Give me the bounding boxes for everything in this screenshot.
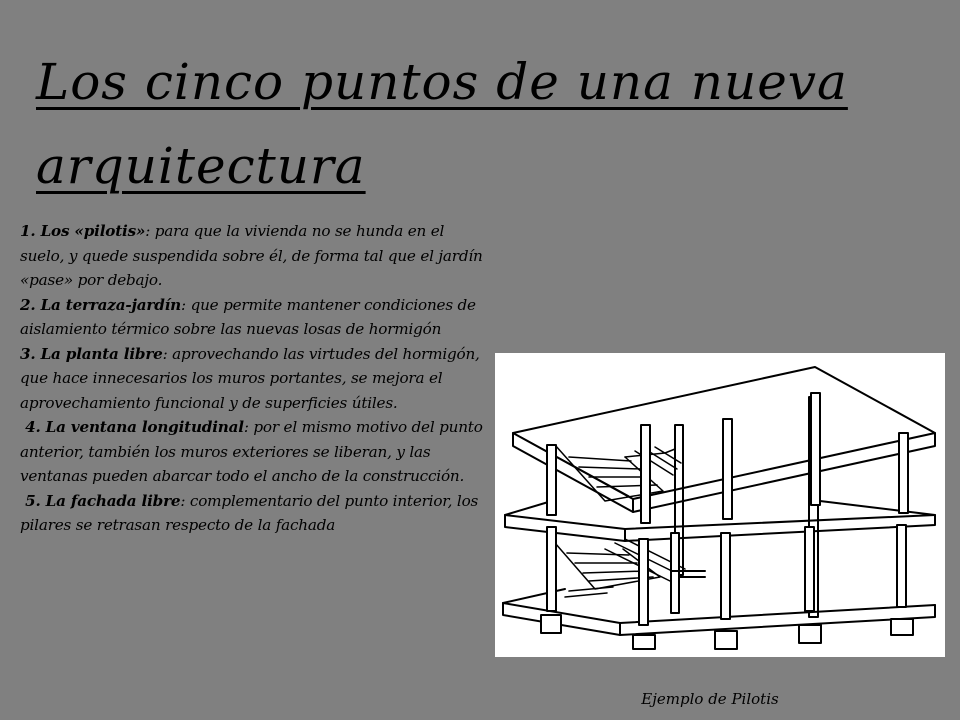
point-terraza-jardin xyxy=(20,293,490,342)
point-number: 5. xyxy=(20,491,41,510)
point-description: : para que la vivienda no se hunda en el suelo, y quede suspendida sobre él, de forma tal que el jardín «pase» por debajo. xyxy=(20,222,488,289)
five-points-list xyxy=(20,219,490,538)
point-term: La terraza-jardín xyxy=(40,295,182,314)
point-ventana-longitudinal xyxy=(20,415,490,489)
point-description: : por el mismo motivo del punto anterior, también los muros exteriores se liberan, y las ventanas pueden abarcar todo el ancho de la construcción. xyxy=(20,418,488,485)
point-pilotis xyxy=(20,219,490,293)
ground-slab xyxy=(503,589,935,635)
point-term: La planta libre xyxy=(40,344,163,363)
point-description: : aprovechando las virtudes del hormigón, que hace innecesarios los muros portantes, se mejora el aprovechamiento funcional y de superficies útiles. xyxy=(20,344,485,412)
dom-ino-house-illustration xyxy=(495,353,945,657)
front-columns xyxy=(547,393,908,625)
point-term: Los «pilotis» xyxy=(40,222,146,240)
point-number: 4. xyxy=(20,418,41,436)
point-planta-libre xyxy=(20,342,490,416)
point-fachada-libre xyxy=(20,489,490,538)
pilotis-frame-drawing xyxy=(495,353,945,657)
slide-title: Los cinco puntos de una nueva arquitectura xyxy=(36,53,848,195)
point-description: : complementario del punto interior, los pilares se retrasan respecto de la fachada xyxy=(20,491,483,534)
point-term: La fachada libre xyxy=(45,491,181,510)
back-columns xyxy=(675,397,818,617)
point-term: La ventana longitudinal xyxy=(45,418,244,436)
point-number: 1. xyxy=(20,222,36,240)
lower-staircase xyxy=(555,539,685,597)
image-caption: Ejemplo de Pilotis xyxy=(641,690,779,708)
point-number: 2. xyxy=(20,295,36,314)
point-description: : que permite mantener condiciones de aislamiento térmico sobre las nuevas losas de hormigón xyxy=(20,295,481,338)
point-number: 3. xyxy=(20,344,36,363)
